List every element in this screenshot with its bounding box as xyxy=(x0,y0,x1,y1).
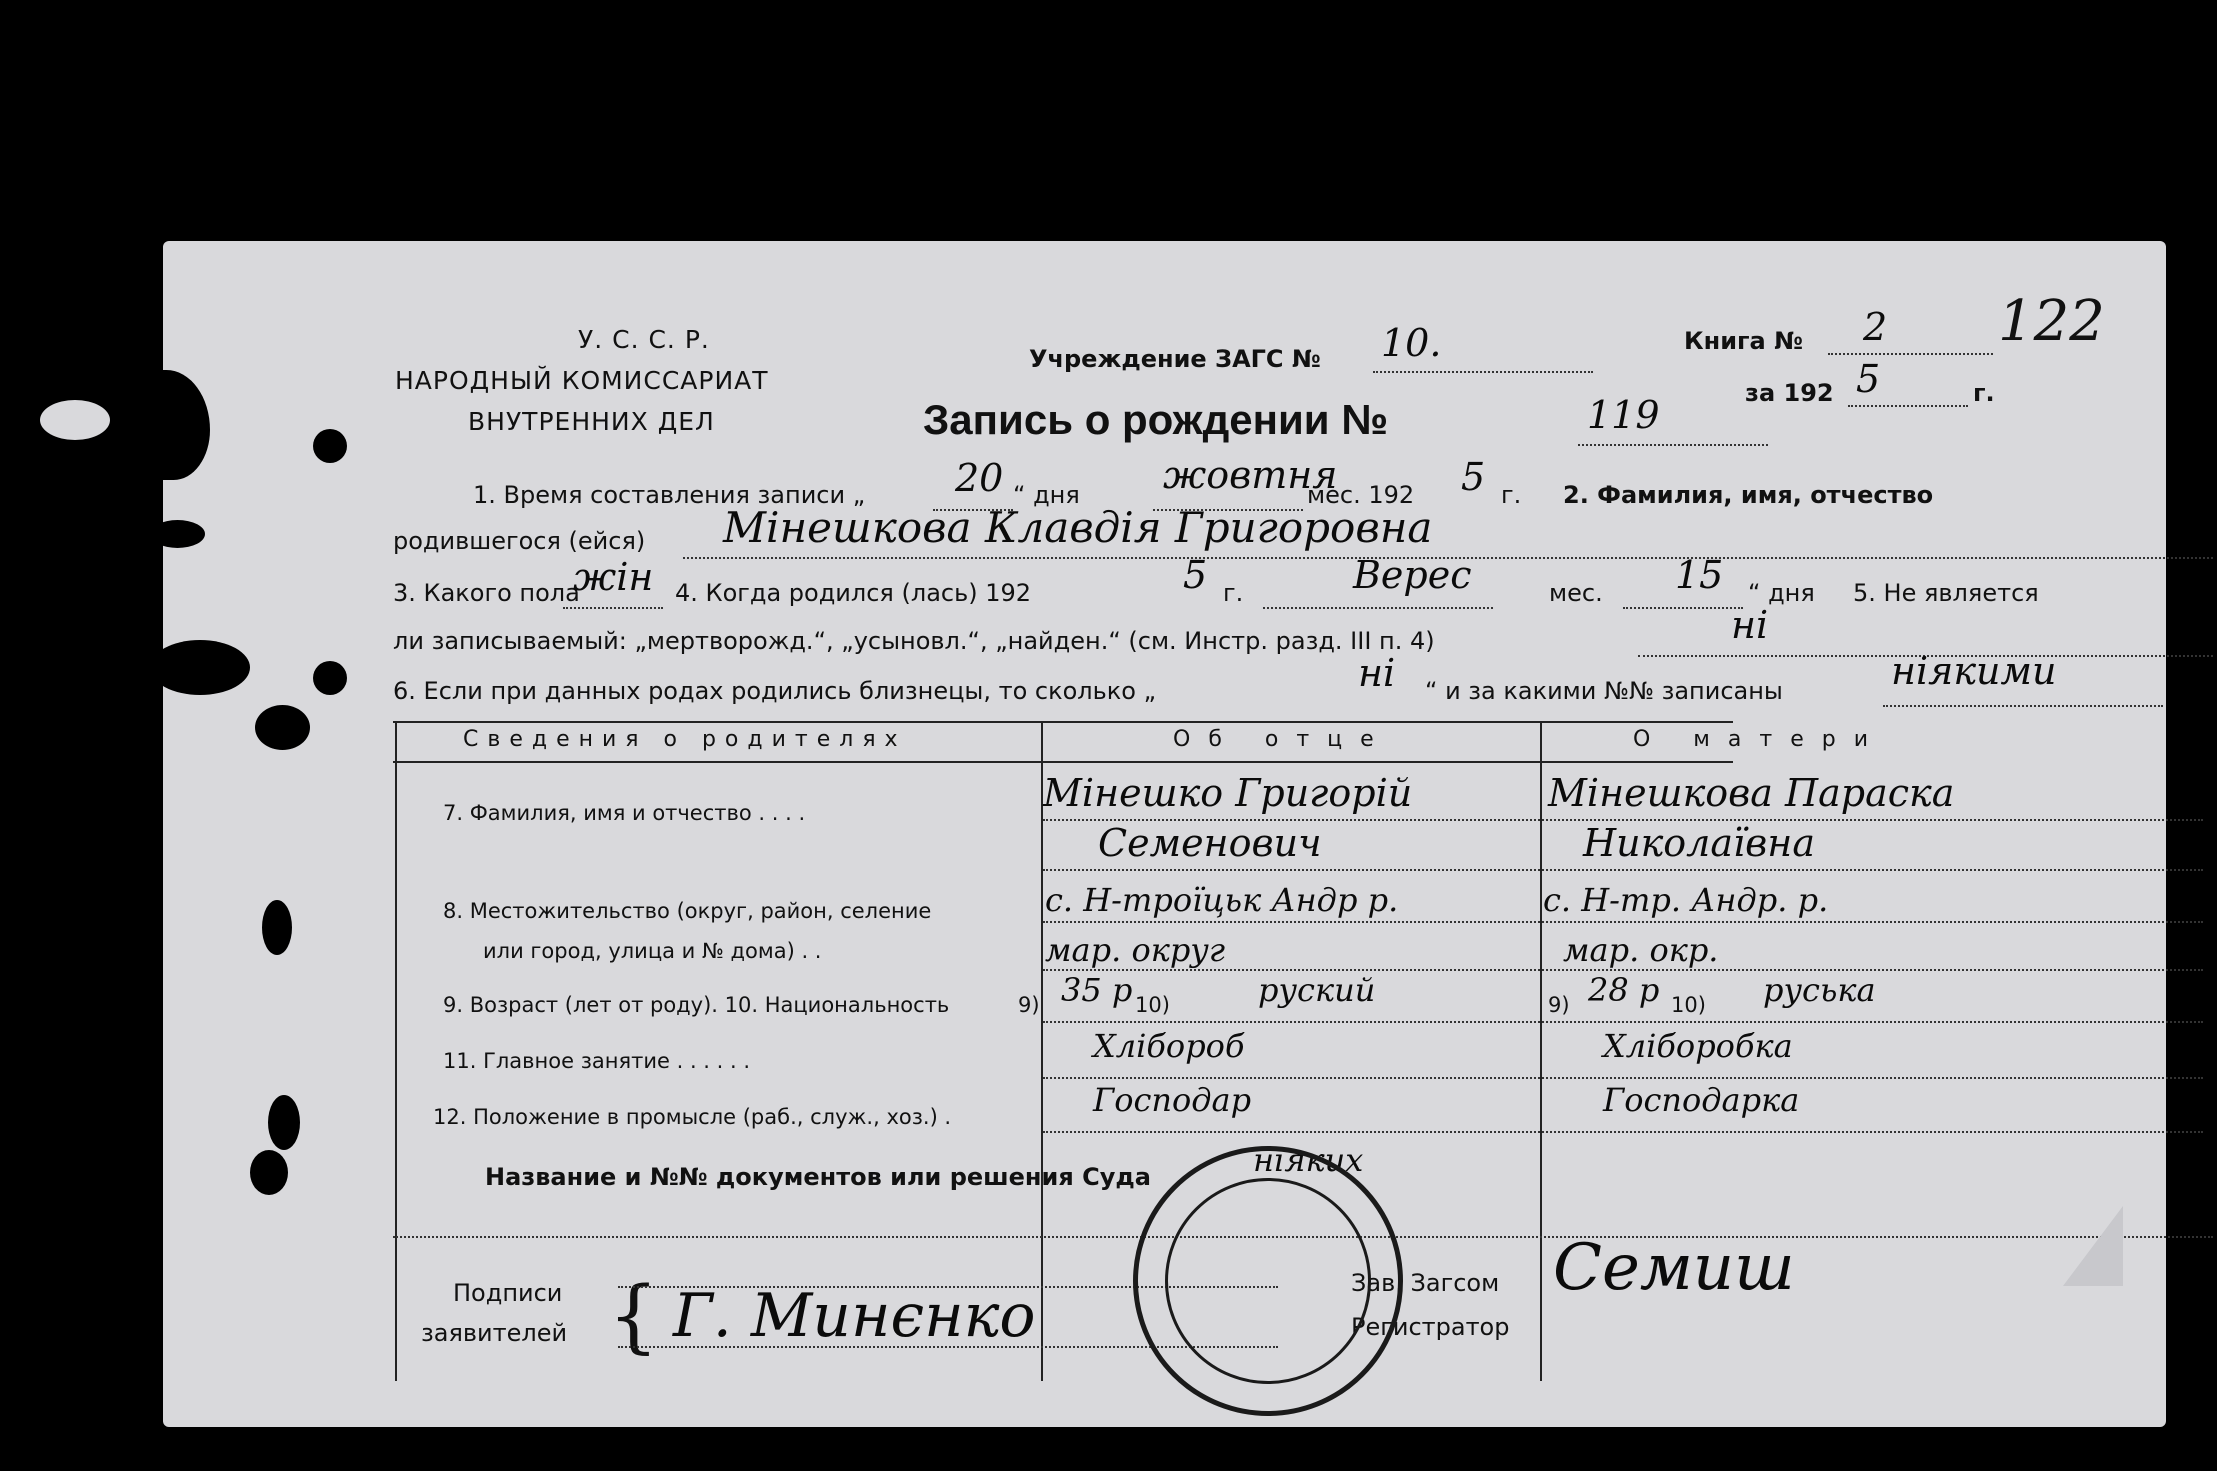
record-number: 119 xyxy=(1587,393,1660,437)
field6-value: ні xyxy=(1358,651,1396,695)
table-header-border xyxy=(393,761,1733,763)
col-father-header: Об отце xyxy=(1173,727,1392,752)
field4-day-suffix: “ дня xyxy=(1748,579,1815,607)
zags-label: Учреждение ЗАГС № xyxy=(1029,345,1321,373)
field6-line xyxy=(1883,705,2163,707)
row9-mother-age: 28 р xyxy=(1588,971,1660,1009)
signatures-label2: заявителей xyxy=(421,1319,568,1347)
commissariat-line2: ВНУТРЕННИХ ДЕЛ xyxy=(468,407,715,436)
field2-value: Мінешкова Клавдія Григоровна xyxy=(723,503,1433,552)
row7-line1 xyxy=(1043,819,2203,821)
field4-month: Верес xyxy=(1353,553,1472,597)
row9-father-age-prefix: 9) xyxy=(1018,993,1040,1017)
signatures-label1: Подписи xyxy=(453,1279,563,1307)
field3-label: 3. Какого пола xyxy=(393,579,580,607)
registrar-label: Регистратор xyxy=(1351,1313,1510,1341)
record-title: Запись о рождении № xyxy=(923,396,1389,443)
torn-edge-6 xyxy=(268,1095,300,1150)
row12-mother: Господарка xyxy=(1603,1081,1800,1119)
row9-mother-age-prefix: 9) xyxy=(1548,993,1570,1017)
field4-month-line xyxy=(1263,607,1493,609)
torn-edge-3 xyxy=(150,640,250,695)
field1-day: 20 xyxy=(955,456,1004,500)
row9-father-nat-prefix: 10) xyxy=(1135,993,1170,1017)
zav-label: Зав. Загсом xyxy=(1351,1269,1500,1297)
applicant-signature: Г. Минєнко xyxy=(673,1281,1036,1351)
row7-label: 7. Фамилия, имя и отчество . . . . xyxy=(443,801,806,825)
book-label: Книга № xyxy=(1684,327,1803,355)
book-number: 2 xyxy=(1863,305,1888,349)
documents-value: ніяких xyxy=(1253,1141,1364,1179)
registrar-signature: Семиш xyxy=(1553,1231,1795,1305)
row8-line1 xyxy=(1043,921,2203,923)
field2-label: 2. Фамилия, имя, отчество xyxy=(1563,481,1934,509)
field4-g: г. xyxy=(1223,579,1244,607)
year-suffix: г. xyxy=(1973,379,1995,407)
field4-day: 15 xyxy=(1675,553,1724,597)
field3-value: жін xyxy=(573,555,654,599)
row8-label: 8. Местожительство (округ, район, селение xyxy=(443,899,932,923)
row11-mother: Хліборобка xyxy=(1603,1027,1793,1065)
field1-day-suffix: “ дня xyxy=(1013,481,1080,509)
row8-mother: с. Н-тр. Андр. р. xyxy=(1543,881,1829,919)
commissariat-line1: НАРОДНЫЙ КОМИССАРИАТ xyxy=(395,366,769,395)
row7-father: Мінешко Григорій xyxy=(1043,771,1413,815)
torn-edge-5 xyxy=(262,900,292,955)
field1-label: 1. Время составления записи „ xyxy=(473,481,866,509)
torn-edge-7 xyxy=(250,1150,288,1195)
row9-mother-nat-prefix: 10) xyxy=(1671,993,1706,1017)
record-number-line xyxy=(1578,444,1768,446)
field2-label2: родившегося (ейся) xyxy=(393,527,646,555)
row9-label: 9. Возраст (лет от роду). 10. Национальность xyxy=(443,993,950,1017)
row7-father2: Семенович xyxy=(1098,821,1322,865)
year-label: за 192 xyxy=(1745,379,1834,407)
field1-month: жовтня xyxy=(1163,453,1338,497)
corner-fold xyxy=(2063,1206,2123,1286)
row9-father-age: 35 р xyxy=(1061,971,1133,1009)
col-info-header: Сведения о родителях xyxy=(463,727,907,752)
field6-mid: “ и за какими №№ записаны xyxy=(1425,677,1783,705)
field3-line xyxy=(563,607,663,609)
row8-label2: или город, улица и № дома) . . xyxy=(483,939,822,963)
row12-father: Господар xyxy=(1093,1081,1252,1119)
field1-mes: мес. 192 xyxy=(1307,481,1415,509)
field4-day-line xyxy=(1623,607,1743,609)
table-top-border xyxy=(393,721,1733,723)
torn-edge-4 xyxy=(255,705,310,750)
row7-line2 xyxy=(1043,869,2203,871)
book-number-line xyxy=(1828,353,1993,355)
republic-label: У. С. С. Р. xyxy=(578,325,710,354)
row8-father: с. Н-троїцьк Андр р. xyxy=(1045,881,1399,919)
punch-hole-2 xyxy=(313,661,347,695)
row7-mother: Мінешкова Параска xyxy=(1548,771,1955,815)
field5-value: ні xyxy=(1731,603,1769,647)
field4-label: 4. Когда родился (лась) 192 xyxy=(675,579,1032,607)
documents-label: Название и №№ документов или решения Суда xyxy=(485,1163,1151,1191)
field4-mes: мес. xyxy=(1549,579,1603,607)
row11-line xyxy=(1043,1077,2203,1079)
year-line xyxy=(1848,405,1968,407)
row9-line xyxy=(1043,1021,2203,1023)
archive-number: 122 xyxy=(1998,289,2105,354)
field4-year: 5 xyxy=(1183,553,1208,597)
field5-line2: ли записываемый: „мертворожд.“, „усыновл.“, „найден.“ (см. Инстр. разд. III п. 4) xyxy=(393,627,1435,655)
row9-father-nat: руский xyxy=(1258,971,1376,1009)
row9-mother-nat: руська xyxy=(1763,971,1876,1009)
field1-year: 5 xyxy=(1461,455,1486,499)
field6-value2: ніякими xyxy=(1891,649,2057,693)
row11-father: Хлібороб xyxy=(1093,1027,1245,1065)
field5-label: 5. Не является xyxy=(1853,579,2039,607)
table-left-border xyxy=(395,721,397,1381)
row12-line xyxy=(1043,1131,2203,1133)
official-seal-inner xyxy=(1165,1178,1371,1384)
torn-edge-2 xyxy=(150,520,205,548)
row11-label: 11. Главное занятие . . . . . . xyxy=(443,1049,751,1073)
signatures-brace: { xyxy=(608,1269,659,1362)
row8-father2: мар. округ xyxy=(1045,931,1226,969)
field1-g: г. xyxy=(1501,481,1522,509)
punch-hole-1 xyxy=(313,429,347,463)
zags-number: 10. xyxy=(1381,321,1442,365)
birth-record-card xyxy=(163,241,2166,1427)
year-digit: 5 xyxy=(1856,357,1881,401)
row12-label: 12. Положение в промысле (раб., служ., хоз.) . xyxy=(433,1105,952,1129)
field6-label: 6. Если при данных родах родились близнецы, то сколько „ xyxy=(393,677,1157,705)
row7-mother2: Николаївна xyxy=(1583,821,1815,865)
row8-mother2: мар. окр. xyxy=(1563,931,1719,969)
col-mother-header: О матери xyxy=(1633,727,1887,752)
zags-number-line xyxy=(1373,371,1593,373)
torn-paper-fragment xyxy=(40,400,110,440)
